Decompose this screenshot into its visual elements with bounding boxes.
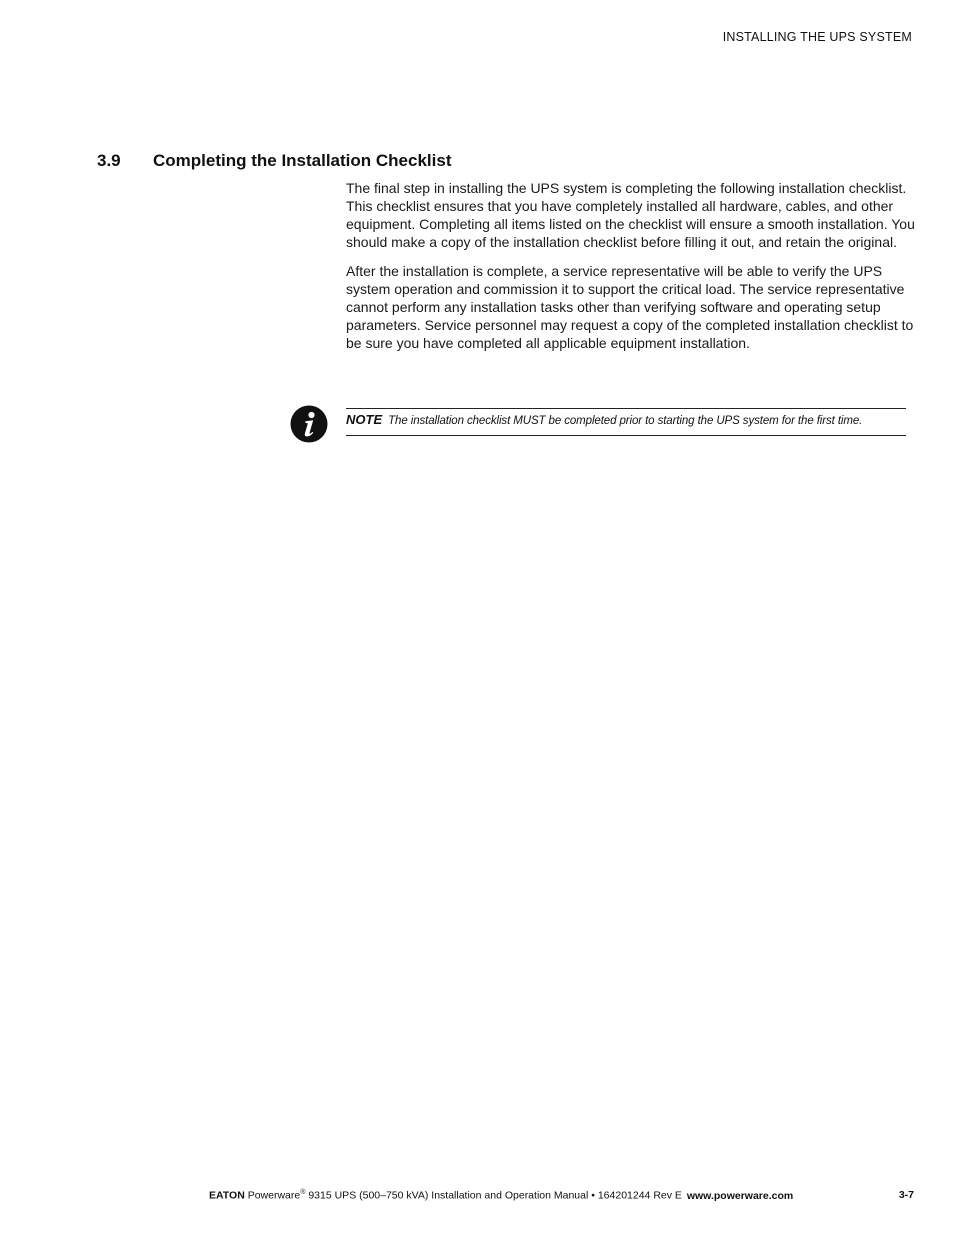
footer-brand: EATON <box>209 1189 245 1202</box>
section-heading <box>97 151 917 171</box>
footer-manual-title: 9315 UPS (500–750 kVA) Installation and Operation Manual <box>308 1189 589 1202</box>
footer-doc-number: 164201244 Rev E <box>597 1189 682 1202</box>
footer-product: Powerware <box>247 1189 301 1202</box>
paragraph: After the installation is complete, a service representative will be able to verify the UPS system operation and commission it to support the critical load. The service representative cannot perform any installation tasks other than verifying software and operating setup parameters. Service personnel may request a copy of the completed installation checklist to be sure you have completed all applicable equipment installation. <box>346 263 914 351</box>
page-footer <box>209 1189 909 1202</box>
running-header: INSTALLING THE UPS SYSTEM <box>722 30 912 44</box>
footer-separator: • <box>591 1189 595 1202</box>
registered-mark: ® <box>300 1189 306 1196</box>
footer-website[interactable]: www.powerware.com <box>686 1189 794 1202</box>
section-number: 3.9 <box>97 151 121 170</box>
paragraph: The final step in installing the UPS system is completing the following installation checklist. This checklist ensures that you have completely installed all hardware, cables, and other equipment. Completing all items listed on the checklist will ensure a smooth installation. You should make a copy of the installation checklist before filling it out, and retain the original. <box>346 180 915 250</box>
note-box <box>346 408 906 436</box>
section-title: Completing the Installation Checklist <box>153 151 452 170</box>
note-text: The installation checklist MUST be completed prior to starting the UPS system for the first time. <box>388 415 863 427</box>
page-number: 3-7 <box>898 1189 914 1201</box>
info-icon <box>290 405 328 443</box>
section-body <box>346 179 916 363</box>
note-label: NOTE <box>346 412 383 427</box>
